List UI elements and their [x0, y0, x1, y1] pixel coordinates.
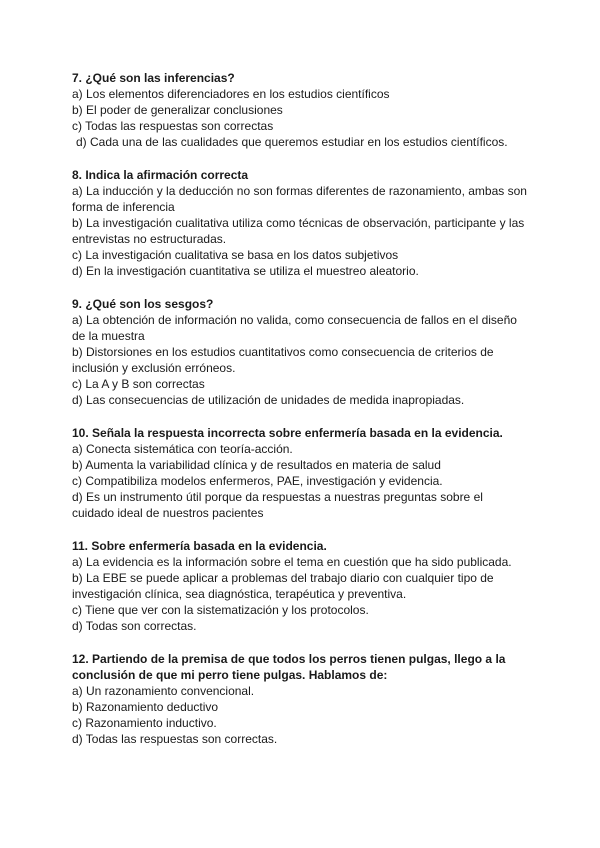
option-a: a) La inducción y la deducción no son formas diferentes de razonamiento, ambas son forma de inferencia [72, 184, 527, 214]
option-b: b) Aumenta la variabilidad clínica y de resultados en materia de salud [72, 458, 441, 472]
question-8 [72, 167, 528, 279]
option-d: d) Es un instrumento útil porque da respuestas a nuestras preguntas sobre el cuidado ideal de nuestros pacientes [72, 490, 483, 520]
option-d: d) Las consecuencias de utilización de unidades de medida inapropiadas. [72, 393, 465, 407]
option-d: d) Todas las respuestas son correctas. [72, 732, 278, 746]
option-b: b) Distorsiones en los estudios cuantitativos como consecuencia de criterios de inclusión y exclusión erróneos. [72, 345, 494, 375]
option-c: c) Compatibiliza modelos enfermeros, PAE, investigación y evidencia. [72, 474, 443, 488]
option-b: b) La investigación cualitativa utiliza como técnicas de observación, participante y las entrevistas no estructuradas. [72, 216, 525, 246]
question-title: 8. Indica la afirmación correcta [72, 168, 249, 182]
question-12 [72, 651, 528, 747]
option-d: d) Todas son correctas. [72, 619, 197, 633]
option-c: c) Todas las respuestas son correctas [72, 119, 274, 133]
question-9 [72, 296, 528, 408]
option-b: b) La EBE se puede aplicar a problemas del trabajo diario con cualquier tipo de investigación clínica, sea diagnóstica, terapéutica y preventiva. [72, 571, 494, 601]
question-title: 9. ¿Qué son los sesgos? [72, 297, 214, 311]
option-c: c) La investigación cualitativa se basa en los datos subjetivos [72, 248, 399, 262]
question-title: 7. ¿Qué son las inferencias? [72, 71, 235, 85]
option-b: b) El poder de generalizar conclusiones [72, 103, 283, 117]
option-a: a) Un razonamiento convencional. [72, 684, 255, 698]
option-d: d) En la investigación cuantitativa se utiliza el muestreo aleatorio. [72, 264, 419, 278]
option-a: a) La obtención de información no valida, como consecuencia de fallos en el diseño de la muestra [72, 313, 517, 343]
question-11 [72, 538, 528, 634]
document-page [72, 70, 528, 764]
option-c: c) La A y B son correctas [72, 377, 205, 391]
option-a: a) Los elementos diferenciadores en los estudios científicos [72, 87, 390, 101]
question-title: 11. Sobre enfermería basada en la evidencia. [72, 539, 327, 553]
question-7 [72, 70, 528, 150]
option-c: c) Razonamiento inductivo. [72, 716, 217, 730]
question-title: 12. Partiendo de la premisa de que todos los perros tienen pulgas, llego a la conclusión de que mi perro tiene pulgas. Hablamos de: [72, 652, 506, 682]
question-title: 10. Señala la respuesta incorrecta sobre enfermería basada en la evidencia. [72, 426, 503, 440]
option-c: c) Tiene que ver con la sistematización y los protocolos. [72, 603, 369, 617]
option-a: a) La evidencia es la información sobre el tema en cuestión que ha sido publicada. [72, 555, 512, 569]
question-10 [72, 425, 528, 521]
option-b: b) Razonamiento deductivo [72, 700, 219, 714]
option-d: d) Cada una de las cualidades que queremos estudiar en los estudios científicos. [76, 135, 508, 149]
option-a: a) Conecta sistemática con teoría-acción. [72, 442, 293, 456]
